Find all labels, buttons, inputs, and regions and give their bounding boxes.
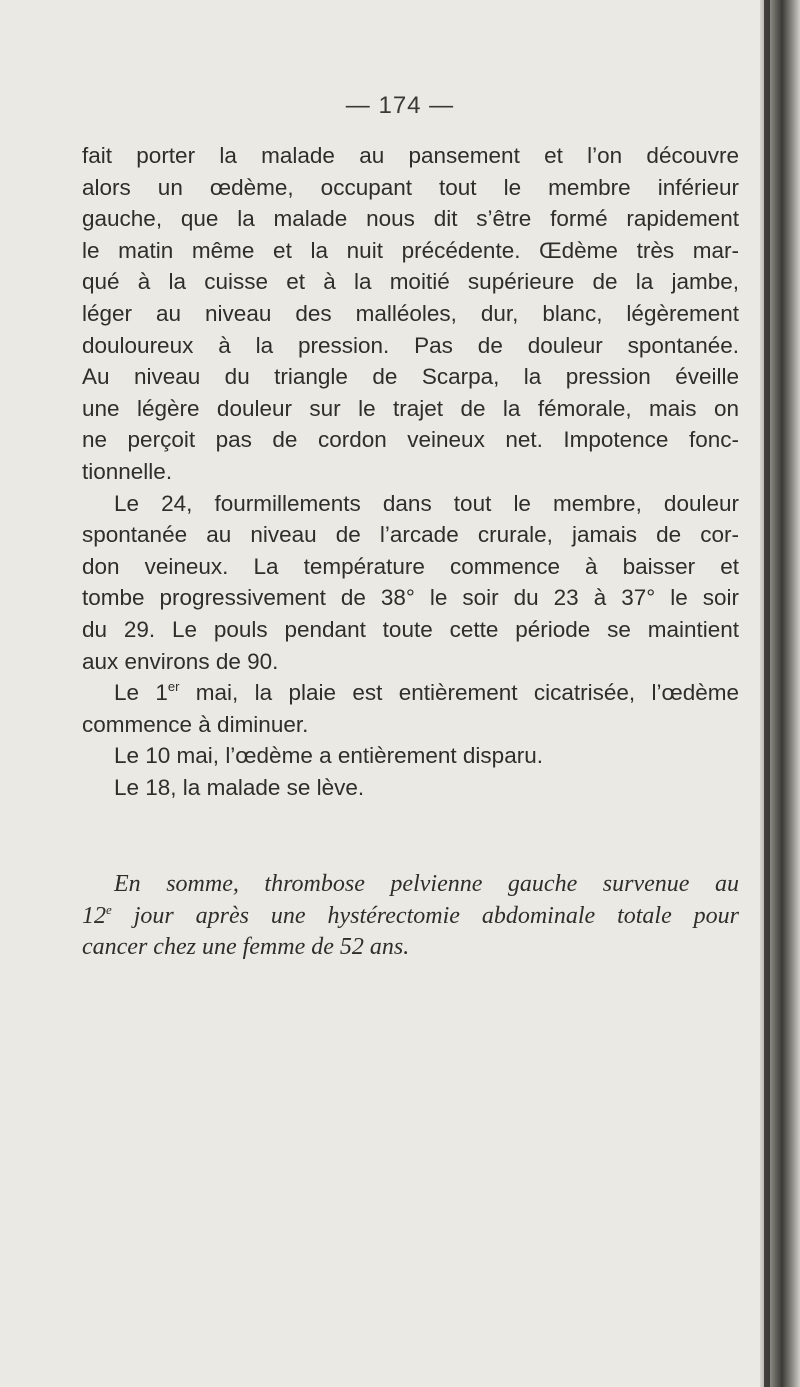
summary-line: En somme, thrombose pelvienne gauche survenue au <box>114 871 739 897</box>
body-text <box>82 140 739 803</box>
summary-italic <box>82 869 739 964</box>
paragraph-1 <box>82 140 739 488</box>
summary-line: cancer chez une femme de 52 ans. <box>82 934 410 961</box>
paragraph-5 <box>82 772 739 804</box>
text-line: alors un œdème, occupant tout le membre inférieur <box>82 174 739 200</box>
summary-line <box>82 901 739 933</box>
text-line: le matin même et la nuit précédente. Œdème très mar- <box>82 237 739 263</box>
text-line: tombe progressivement de 38° le soir du 23 à 37° le soir <box>82 585 739 611</box>
text-line: commence à diminuer. <box>82 711 309 737</box>
text-line: qué à la cuisse et à la moitié supérieure de la jambe, <box>82 269 739 295</box>
text-line: tionnelle. <box>82 458 173 484</box>
text-line: spontanée au niveau de l’arcade crurale, jamais de cor- <box>82 522 739 548</box>
text-line: gauche, que la malade nous dit s’être formé rapidement <box>82 206 739 232</box>
paragraph-3 <box>82 677 739 740</box>
text-line: don veineux. La température commence à baisser et <box>82 553 739 579</box>
text-fragment: 12 <box>82 902 106 929</box>
text-line <box>82 677 739 709</box>
text-line: du 29. Le pouls pendant toute cette période se maintient <box>82 616 739 642</box>
text-fragment: jour après une hystérectomie abdominale totale pour <box>111 902 739 929</box>
text-line: Le 18, la malade se lève. <box>114 774 365 800</box>
binding-shadow <box>764 0 770 1387</box>
text-line: aux environs de 90. <box>82 648 279 674</box>
text-line: Au niveau du triangle de Scarpa, la pression éveille <box>82 364 739 390</box>
text-line: léger au niveau des malléoles, dur, blanc, légèrement <box>82 300 739 326</box>
paragraph-2 <box>82 488 739 678</box>
page-number: — 174 — <box>345 92 455 119</box>
superscript: er <box>167 679 180 695</box>
superscript: e <box>106 901 112 917</box>
text-fragment: mai, la plaie est entièrement cicatrisée, l’œdème <box>179 680 740 706</box>
text-line: douloureux à la pression. Pas de douleur spontanée. <box>82 332 739 358</box>
text-fragment: Le 1 <box>114 680 168 706</box>
text-line: une légère douleur sur le trajet de la fémorale, mais on <box>82 395 739 421</box>
paragraph-4 <box>82 740 739 772</box>
text-line: Le 24, fourmillements dans tout le membre, douleur <box>114 490 739 516</box>
text-line: fait porter la malade au pansement et l’on découvre <box>82 143 739 168</box>
text-line: Le 10 mai, l’œdème a entièrement disparu. <box>114 743 543 769</box>
text-line: ne perçoit pas de cordon veineux net. Impotence fonc- <box>82 427 739 453</box>
